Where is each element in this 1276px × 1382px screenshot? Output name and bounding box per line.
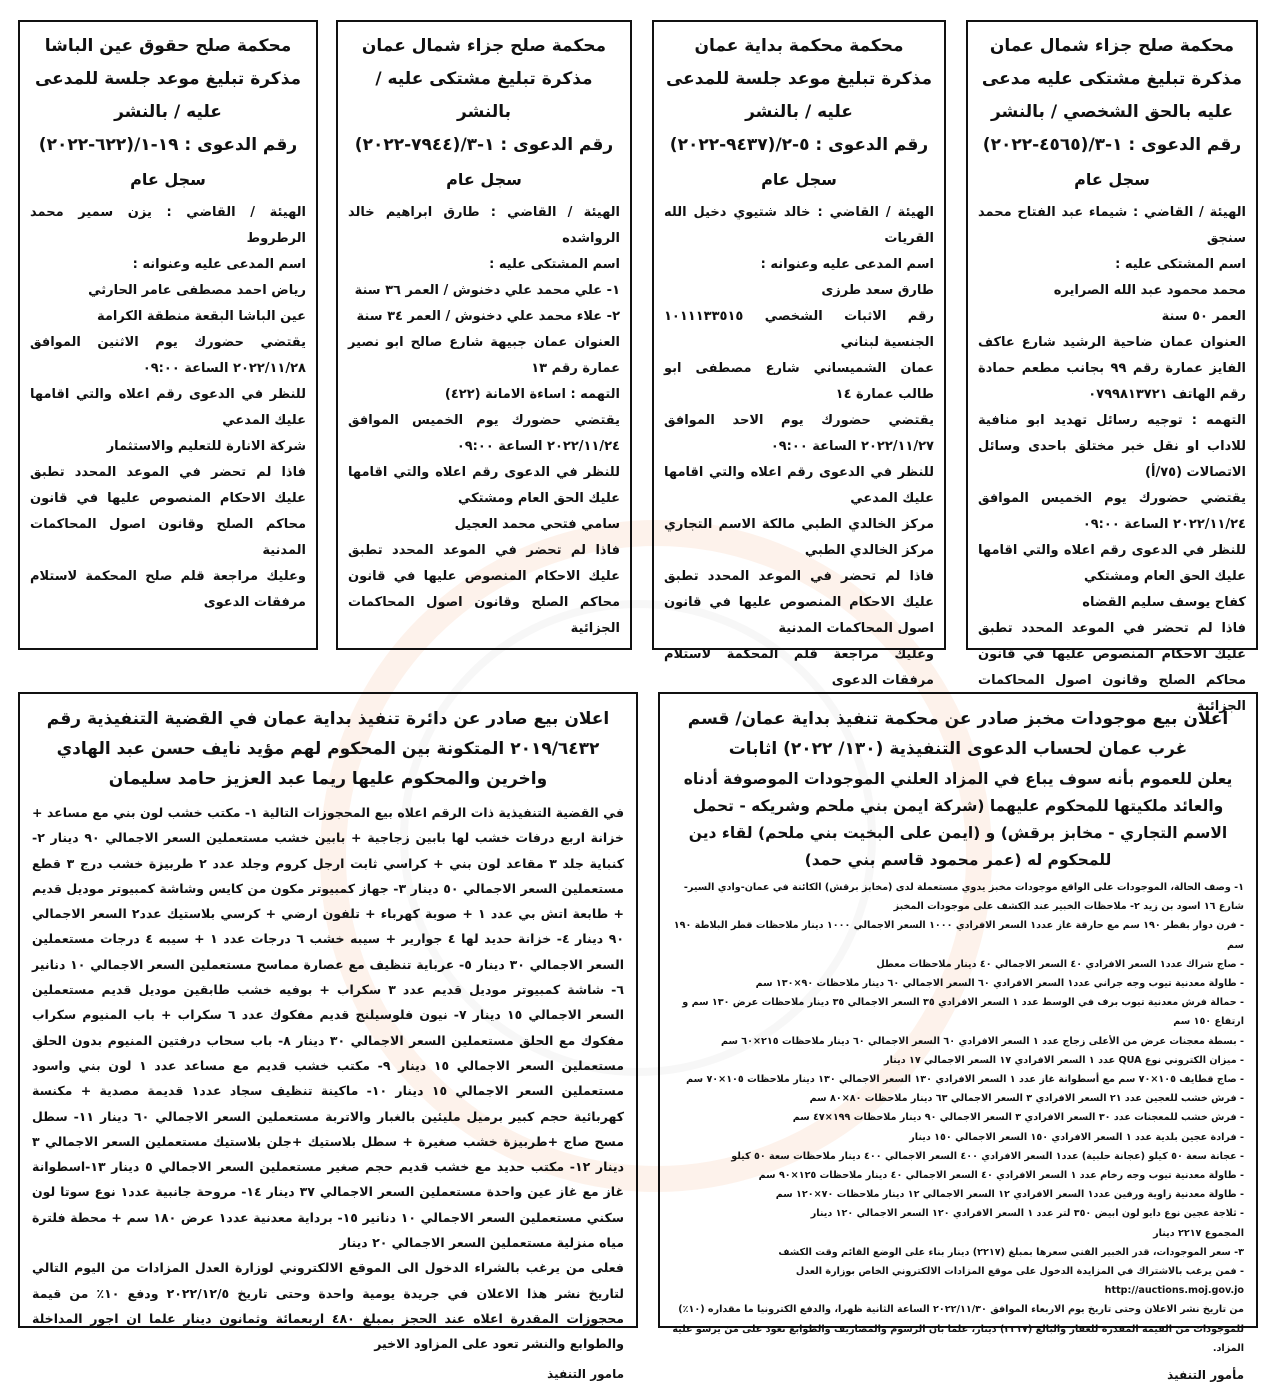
sale-line: - ميزان الكتروني نوع QUA عدد ١ السعر الافرادي ١٧ السعر الاجمالي ١٧ دينار xyxy=(884,1054,1244,1066)
notice-body-line: وعليك مراجعة قلم صلح المحكمة لاستلام مرفقات الدعوى xyxy=(30,569,306,610)
notice-title: مذكرة تبليغ موعد جلسة للمدعى عليه / بالنشر xyxy=(665,69,933,122)
sale-title: اعلان بيع صادر عن دائرة تنفيذ بداية عمان في القضية التنفيذية رقم ٢٠١٩/٦٤٣٢ المتكونة بين المحكوم لهم مؤيد نايف حسن عبد الهادي واخرين والمحكوم عليها ريما عبد العزيز حامد سليمان xyxy=(46,709,610,789)
notice-body-line: فاذا لم تحضر في الموعد المحدد تطبق عليك الاحكام المنصوص عليها في قانون محاكم الصلح وقانون اصول المحاكمات الجزائية xyxy=(348,543,620,636)
notice-title: مذكرة تبليغ مشتكى عليه مدعى عليه بالحق الشخصي / بالنشر xyxy=(981,69,1243,122)
notice-title: مذكرة تبليغ موعد جلسة للمدعى عليه / بالنشر xyxy=(34,69,302,122)
notice-body-line: الهيئة / القاضي : يزن سمير محمد الرطروط xyxy=(30,205,306,246)
notice-record: سجل عام xyxy=(761,170,837,189)
notice-body-line: العنوان عمان جبيهة شارع صالح ابو نصير عمارة رقم ١٣ xyxy=(348,335,620,376)
sale-line: - صاج قطايف ١٠٥×٧٠ سم مع أسطوانة غاز عدد ١ السعر الافرادي ١٣٠ السعر الاجمالي ١٣٠ دينار ملاحظات ١٠٥×٧٠ سم xyxy=(686,1074,1244,1086)
notice-body-line: للنظر في الدعوى رقم اعلاه والتي اقامها عليك الحق العام ومشتكي xyxy=(348,465,620,506)
notice-body-line: كفاح يوسف سليم القضاه xyxy=(1082,595,1246,610)
sale-line: - طاولة معدنية تيوب وجه رخام عدد ١ السعر الافرادي ٤٠ السعر الاجمالي ٤٠ دينار ملاحظات ١٢٥×٩٠ سم xyxy=(758,1170,1244,1182)
sale-line: - عجانة سعة ٥٠ كيلو (عجانة حلبية) عدد١ السعر الافرادي ٤٠٠ السعر الاجمالي ٤٠٠ دينار ملاحظات سعة ٥٠ كيلو xyxy=(731,1150,1244,1162)
notice-body-line: وعليك مراجعة قلم المحكمة لاستلام مرفقات الدعوى xyxy=(664,647,934,688)
notice-body-line: يقتضي حضورك يوم الاثنين الموافق ٢٠٢٢/١١/٢٨ الساعة ٠٩:٠٠ xyxy=(30,335,306,376)
sale-line: من تاريخ نشر الاعلان وحتى تاريخ يوم الاربعاء الموافق ٢٠٢٢/١١/٣٠ الساعة الثانية ظهرا، والدفع الكترونيا ما مقداره (١٠٪) للموجودات من القيمة المقدرة للعقار والبالغ (٢٢١٧) دينار، علما بان الرسوم والمصاريف والطوابع تعود على من يرسو عليه المزاد. xyxy=(672,1304,1244,1354)
notice-body-line: مركز الخالدي الطبي مالكة الاسم التجاري مركز الخالدي الطبي xyxy=(664,517,934,558)
sale-line: - فرن دوار بقطر ١٩٠ سم مع حارقة غاز عدد١ السعر الافرادي ١٠٠٠ السعر الاجمالي ١٠٠٠ دينار ملاحظات قطر البلاطة ١٩٠ سم xyxy=(673,920,1244,951)
sale-body: في القضية التنفيذية ذات الرقم اعلاه بيع المحجوزات التالية ١- مكتب خشب لون بني مع مساعد + خزانة اربع درفات خشب لها بابين زجاجية + بابين خشب مستعملين السعر الاجمالي ٩٠ دينار ٢- كنباية جلد ٣ مقاعد لون بني + كراسي ثابت ارجل كروم وجلد عدد ٢ طربيزة خشب درج ٣ قطع مستعملين السعر الاجمالي ٥٠ دينار ٣- جهاز كمبيوتر مكون من كايس وشاشة كمبيوتر موديل قديم + طابعة اتش بي عدد ١ + صوبة كهرباء + تلفون ارضي + كرسي بلاستيك عدد٢ السعر الاجمالي ٩٠ دينار ٤- خزانة حديد لها ٤ جوارير + سيبه خشب ٦ درجات عدد ١ + سيبه ٤ درجات مستعملين السعر الاجمالي ٣٠ دينار ٥- عرباية تنظيف مع عصارة مماسح مستعملين السعر الاجمالي ١٠ دنانير ٦- شاشة كمبيوتر موديل قديم عدد ٣ سكراب + بوفيه خشب طابقين موديل قديم مستعملين السعر الاجمالي ١٥ دينار ٧- نيون فلوسيلنج قديم مفكوك عدد ٦ سكراب + باب المنيوم سكراب مفكوك مع الحلق مستعملين السعر الاجمالي ٣٠ دينار ٨- باب سحاب درفتين المنيوم بدون الحلق مستعملين السعر الاجمالي ١٥ دينار ٩- مكتب خشب قديم مع مساعد عدد ١ لون بني واسود مستعملين السعر الاجمالي ١٥ دينار ١٠- ماكينة تنظيف سجاد عدد١ قديمة مصدية + مكنسة كهربائية حجم كبير برميل مليئين بالغبار والاتربة مستعملين السعر الاجمالي ٦٠ دينار ١١- سطل مسح صاج +طربيزة خشب صغيرة + سطل بلاستيك +جلن بلاستيك مستعملين السعر الاجمالي ٣ دينار ١٢- مكتب حديد مع خشب قديم حجم صغير مستعملين السعر الاجمالي ٥ دينار ١٣-اسطوانة غاز مع غاز عين واحدة مستعملين السعر الاجمالي ٣٧ دينار ١٤- مروحة جانبية عدد١ نوع سوتا لون سكني مستعملين السعر الاجمالي ١٠ دنانير ١٥- برداية معدنية عدد١ عرض ١٨٠ سم + محطة فلترة مياه منزلية مستعملين السعر الاجمالي ٢٠ دينار xyxy=(32,805,625,1251)
sale-line: - فرادة عجين بلدية عدد ١ السعر الافرادي ١٥٠ السعر الاجمالي ١٥٠ دينار xyxy=(909,1131,1244,1143)
notice-box-1 xyxy=(966,20,1258,714)
notice-body-line: ١- علي محمد علي دخنوش / العمر ٣٦ سنة xyxy=(354,283,620,298)
notice-body-line: التهمه : اساءة الامانة (٤٢٢) xyxy=(444,387,620,402)
sale-line-auction-link: - فمن يرغب بالاشتراك في المزايدة الدخول على موقع المزادات الالكتروني الخاص بوزارة العدل http://auctions.moj.gov.jo xyxy=(795,1266,1244,1297)
notice-record: سجل عام xyxy=(130,170,206,189)
notice-body-line: يقتضي حضورك يوم الخميس الموافق ٢٠٢٢/١١/٢٤ الساعة ٠٩:٠٠ xyxy=(348,413,620,454)
sale-line: - طاولة معدنية زاوية ورفين عدد١ السعر الافرادي ١٢ السعر الاجمالي ١٢ دينار ملاحظات ٧٠×١٢٠ سم xyxy=(775,1189,1244,1201)
notice-body-line: شركة الانارة للتعليم والاستثمار xyxy=(106,439,306,454)
notice-body-line: عمان الشميساني شارع مصطفى ابو طالب عمارة ١٤ xyxy=(664,361,934,402)
notice-body-line: العمر ٥٠ سنة xyxy=(1161,309,1246,324)
sale-line: المجموع ٢٢١٧ دينار xyxy=(1153,1227,1244,1239)
sale-intro: يعلن للعموم بأنه سوف يباع في المزاد العلني الموجودات الموصوفة أدناه والعائد ملكيتها للمحكوم عليهما (شركة ايمن بني ملحم وشريكه - تحمل الاسم التجاري - مخابز برقش) و (ايمن على البخيت بني ملحم) لقاء دين للمحكوم له (عمر محمود قاسم بني حمد) xyxy=(683,770,1233,869)
notice-case-number: رقم الدعوى : ١٩-١/(٦٢٢-٢٠٢٢) xyxy=(38,135,298,155)
sale-signature: مامور التنفيذ xyxy=(547,1366,624,1381)
notice-record: سجل عام xyxy=(1074,170,1150,189)
notice-body-line: رياض احمد مصطفى عامر الحارثي xyxy=(88,283,306,298)
notice-body-line: سامي فتحي محمد العجيل xyxy=(454,517,620,532)
notice-body-line: اسم المشتكى عليه : xyxy=(489,257,620,272)
notice-box-3 xyxy=(336,20,632,650)
sale-line: - فرش خشب للمعجنات عدد ٣٠ السعر الافرادي ٣ السعر الاجمالي ٩٠ دينار ملاحظات ١٩٩×٤٧ سم xyxy=(792,1112,1244,1124)
notice-body-line: عين الباشا البقعة منطقة الكرامة xyxy=(96,309,306,324)
notice-body-line: ٢- علاء محمد علي دخنوش / العمر ٣٤ سنة xyxy=(356,309,620,324)
notice-box-4 xyxy=(18,20,318,650)
notice-box-2 xyxy=(652,20,946,688)
notice-case-number: رقم الدعوى : ١-٣/(٤٥٦٥-٢٠٢٢) xyxy=(982,135,1242,155)
notice-body-line: فاذا لم تحضر في الموعد المحدد تطبق عليك الاحكام المنصوص عليها في قانون محاكم الصلح وقانون اصول المحاكمات الجزائية xyxy=(978,621,1246,714)
notice-case-number: رقم الدعوى : ٥-٢/(٩٤٣٧-٢٠٢٢) xyxy=(669,135,929,155)
notice-court: محكمة صلح جزاء شمال عمان xyxy=(361,36,607,56)
sale-line: ٣- سعر الموجودات، قدر الخبير الفني سعرها بمبلغ (٢٢١٧) دينار بناء على الوضع القائم وقت الكشف xyxy=(778,1246,1244,1258)
notice-body-line: للنظر في الدعوى رقم اعلاه والتي اقامها عليك المدعي xyxy=(664,465,934,506)
notice-body-line: للنظر في الدعوى رقم اعلاه والتي اقامها عليك الحق العام ومشتكي xyxy=(978,543,1246,584)
sale-signature: مأمور التنفيذ xyxy=(1167,1368,1244,1382)
notice-record: سجل عام xyxy=(446,170,522,189)
notice-body-line: محمد محمود عبد الله الصرايره xyxy=(1053,283,1246,298)
notice-body-line: فاذا لم تحضر في الموعد المحدد تطبق عليك الاحكام المنصوص عليها في قانون محاكم الصلح وقانون اصول المحاكمات المدنية xyxy=(30,465,306,558)
notice-body-line: طارق سعد طرزى xyxy=(821,283,934,298)
notice-body-line: اسم المشتكى عليه : xyxy=(1115,257,1246,272)
sale-line: - ثلاجة عجين نوع دايو لون ابيض ٣٥٠ لتر عدد ١ السعر الافرادي ١٢٠ السعر الاجمالي ١٢٠ دينار xyxy=(810,1208,1244,1220)
sale-notice-bakery xyxy=(658,692,1258,1382)
notice-body-line: للنظر في الدعوى رقم اعلاه والتي اقامها عليك المدعي xyxy=(30,387,306,428)
sale-line: - صاج شراك عدد١ السعر الافرادي ٤٠ السعر الاجمالي ٤٠ دينار ملاحظات معطل xyxy=(876,958,1244,970)
notice-body-line: التهمه : توجيه رسائل تهديد ابو منافية للاداب او نقل خبر مختلق باحدى وسائل الاتصالات (٧٥/أ) xyxy=(978,413,1246,480)
sale-closing: فعلى من يرغب بالشراء الدخول الى الموقع الالكتروني لوزارة العدل المزادات من اليوم التالي لتاريخ نشر هذا الاعلان في جريدة يومية واحدة وحتى تاريخ ٢٠٢٢/١٢/٥ ودفع ١٠٪ من قيمة محجوزات المقدرة اعلاه عند الحجز بمبلغ ٤٨٠ اربعمائة وثمانون دينار علما ان اجور المداخلة والطوابع والنشر تعود على المزاود الاخير xyxy=(32,1260,624,1352)
sale-line: - بسطة معجنات عرض من الأعلى زجاج عدد ١ السعر الافرادي ٦٠ السعر الاجمالي ٦٠ دينار ملاحظات ٢١٥×٦٠ سم xyxy=(720,1035,1244,1047)
notice-body-line: الهيئة / القاضي : طارق ابراهيم خالد الرواشده xyxy=(348,205,620,246)
notice-body-line: الهيئة / القاضي : خالد شتيوي دخيل الله القريات xyxy=(664,205,934,246)
sale-line: - طاولة معدنية تيوب وجه جراني عدد١ السعر الافرادي ٦٠ السعر الاجمالي ٦٠ دينار ملاحظات ٩٠×١٣٠ سم xyxy=(755,978,1244,990)
notice-body-line: العنوان عمان ضاحية الرشيد شارع عاكف الفايز عمارة رقم ٩٩ بجانب مطعم حمادة رقم الهاتف ٠٧٩٩٨١٣٧٢١ xyxy=(978,335,1246,402)
notice-body-line: اسم المدعى عليه وعنوانه : xyxy=(760,257,934,272)
notice-body-line: الهيئة / القاضي : شيماء عبد الفتاح محمد سنجق xyxy=(978,205,1246,246)
sale-line: ١- وصف الحالة، الموجودات على الواقع موجودات مخبز يدوي مستعملة لدى (مخابز برقش) الكائنة في عمان-وادي السير-شارع ١٦ اسود بن زيد ٢- ملاحظات الخبير عند الكشف على موجودات المخبز xyxy=(683,882,1244,913)
notice-body-line: رقم الاثبات الشخصي ١٠١١١٣٣٥١٥ الجنسية لبناني xyxy=(664,309,934,350)
notice-body-line: يقتضي حضورك يوم الاحد الموافق ٢٠٢٢/١١/٢٧ الساعة ٠٩:٠٠ xyxy=(664,413,934,454)
sale-line: - فرش خشب للعجين عدد ٢١ السعر الافرادي ٣ السعر الاجمالي ٦٣ دينار ملاحظات ٨٠×٨٠ سم xyxy=(809,1093,1244,1105)
notice-court: محكمة صلح جزاء شمال عمان xyxy=(989,36,1235,56)
notice-title: مذكرة تبليغ مشتكى عليه / بالنشر xyxy=(375,69,593,122)
sale-line: - حمالة فرش معدنية تيوب برف في الوسط عدد ١ السعر الافرادي ٣٥ السعر الاجمالي ٣٥ دينار ملاحظات عرض ١٣٠ سم و ارتفاع ١٥٠ سم xyxy=(682,997,1244,1028)
notice-body-line: يقتضي حضورك يوم الخميس الموافق ٢٠٢٢/١١/٢٤ الساعة ٠٩:٠٠ xyxy=(978,491,1246,532)
notice-court: محكمة محكمة بداية عمان xyxy=(694,36,904,56)
notice-body-line: اسم المدعى عليه وعنوانه : xyxy=(132,257,306,272)
sale-notice-furniture xyxy=(18,692,638,1381)
notice-case-number: رقم الدعوى : ١-٣/(٧٩٤٤-٢٠٢٢) xyxy=(354,135,614,155)
notice-body-line: فاذا لم تحضر في الموعد المحدد تطبق عليك الاحكام المنصوص عليها في قانون اصول المحاكمات المدنية xyxy=(664,569,934,636)
notice-court: محكمة صلح حقوق عين الباشا xyxy=(44,36,292,56)
sale-title: اعلان بيع موجودات مخبز صادر عن محكمة تنفيذ بداية عمان/ قسم غرب عمان لحساب الدعوى التنفيذية (١٣٠/ ٢٠٢٢) اثابات xyxy=(687,709,1229,759)
